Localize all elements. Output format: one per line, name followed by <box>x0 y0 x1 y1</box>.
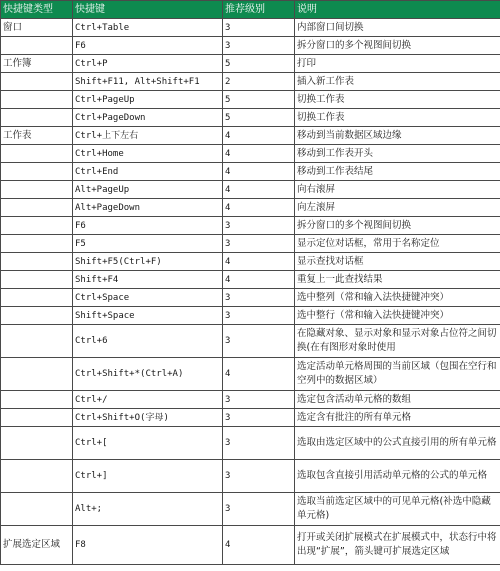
type-cell <box>1 37 73 55</box>
type-cell <box>1 235 73 253</box>
type-cell <box>1 181 73 199</box>
type-cell <box>1 73 73 91</box>
type-cell <box>1 163 73 181</box>
table-row <box>1 235 500 253</box>
level-cell: 5 <box>223 55 295 73</box>
table-row <box>1 199 500 217</box>
type-cell: 工作表 <box>1 127 73 145</box>
description-cell: 选定活动单元格周围的当前区域（包围在空行和空列中的数据区域） <box>295 358 500 391</box>
description-cell: 向左滚屏 <box>295 199 500 217</box>
description-cell: 拆分窗口的多个视图间切换 <box>295 37 500 55</box>
shortcut-cell: Ctrl+Shift+*(Ctrl+A) <box>73 358 223 391</box>
table-row <box>1 37 500 55</box>
level-cell: 3 <box>223 427 295 460</box>
table-row <box>1 409 500 427</box>
table-row <box>1 55 500 73</box>
type-cell <box>1 409 73 427</box>
shortcut-cell: Shift+F4 <box>73 271 223 289</box>
table-row <box>1 289 500 307</box>
type-cell <box>1 460 73 493</box>
table-row <box>1 181 500 199</box>
level-cell: 4 <box>223 181 295 199</box>
type-cell <box>1 325 73 358</box>
type-cell <box>1 307 73 325</box>
type-cell <box>1 358 73 391</box>
level-cell: 5 <box>223 91 295 109</box>
shortcut-cell: Shift+Space <box>73 307 223 325</box>
table-row <box>1 109 500 127</box>
table-row <box>1 127 500 145</box>
description-cell: 移动到当前数据区域边缘 <box>295 127 500 145</box>
type-cell <box>1 493 73 526</box>
type-cell: 工作簿 <box>1 55 73 73</box>
shortcut-cell: Alt+; <box>73 493 223 526</box>
table-row <box>1 73 500 91</box>
type-cell <box>1 391 73 409</box>
description-cell: 选中整行（常和输入法快捷键冲突） <box>295 307 500 325</box>
level-cell: 3 <box>223 493 295 526</box>
level-cell: 3 <box>223 19 295 37</box>
description-cell: 显示查找对话框 <box>295 253 500 271</box>
header-description: 说明 <box>295 1 500 19</box>
level-cell: 3 <box>223 217 295 235</box>
shortcut-cell: F8 <box>73 526 223 565</box>
level-cell: 3 <box>223 409 295 427</box>
shortcut-cell: Ctrl+P <box>73 55 223 73</box>
type-cell <box>1 217 73 235</box>
table-row <box>1 145 500 163</box>
level-cell: 3 <box>223 325 295 358</box>
level-cell: 4 <box>223 526 295 565</box>
type-cell: 扩展选定区域 <box>1 526 73 565</box>
shortcut-cell: Ctrl+/ <box>73 391 223 409</box>
level-cell: 2 <box>223 73 295 91</box>
type-cell <box>1 271 73 289</box>
table-row <box>1 460 500 493</box>
table-row <box>1 163 500 181</box>
shortcut-cell: Ctrl+PageDown <box>73 109 223 127</box>
description-cell: 移动到工作表开头 <box>295 145 500 163</box>
shortcut-cell: Ctrl+] <box>73 460 223 493</box>
level-cell: 3 <box>223 37 295 55</box>
shortcut-cell: Ctrl+Shift+O(字母) <box>73 409 223 427</box>
shortcut-cell: Alt+PageDown <box>73 199 223 217</box>
table-row <box>1 427 500 460</box>
shortcut-cell: Ctrl+[ <box>73 427 223 460</box>
shortcut-cell: F6 <box>73 217 223 235</box>
shortcut-cell: Ctrl+6 <box>73 325 223 358</box>
table-row <box>1 325 500 358</box>
level-cell: 5 <box>223 109 295 127</box>
table-row <box>1 391 500 409</box>
type-cell <box>1 199 73 217</box>
description-cell: 打开或关闭扩展模式在扩展模式中，状态行中将出现“扩展”，箭头键可扩展选定区域 <box>295 526 500 565</box>
type-cell <box>1 145 73 163</box>
shortcut-cell: Shift+F5(Ctrl+F) <box>73 253 223 271</box>
table-row <box>1 91 500 109</box>
shortcut-cell: Ctrl+Home <box>73 145 223 163</box>
level-cell: 3 <box>223 307 295 325</box>
description-cell: 切换工作表 <box>295 91 500 109</box>
description-cell: 在隐藏对象、显示对象和显示对象占位符之间切换(在有图形对象时使用 <box>295 325 500 358</box>
description-cell: 选取包含直接引用活动单元格的公式的单元格 <box>295 460 500 493</box>
level-cell: 3 <box>223 391 295 409</box>
level-cell: 4 <box>223 271 295 289</box>
header-row <box>1 1 500 19</box>
header-shortcut: 快捷键 <box>73 1 223 19</box>
level-cell: 4 <box>223 199 295 217</box>
shortcut-cell: Ctrl+Space <box>73 289 223 307</box>
description-cell: 选定包含活动单元格的数组 <box>295 391 500 409</box>
shortcut-cell: Ctrl+End <box>73 163 223 181</box>
table-row <box>1 271 500 289</box>
shortcut-cell: Ctrl+上下左右 <box>73 127 223 145</box>
type-cell <box>1 289 73 307</box>
shortcut-cell: Alt+PageUp <box>73 181 223 199</box>
description-cell: 显示定位对话框，常用于名称定位 <box>295 235 500 253</box>
table-row <box>1 19 500 37</box>
level-cell: 4 <box>223 358 295 391</box>
type-cell <box>1 109 73 127</box>
description-cell: 选定含有批注的所有单元格 <box>295 409 500 427</box>
description-cell: 向右滚屏 <box>295 181 500 199</box>
description-cell: 选取当前选定区域中的可见单元格(补选中隐藏单元格) <box>295 493 500 526</box>
shortcut-cell: Ctrl+PageUp <box>73 91 223 109</box>
type-cell <box>1 253 73 271</box>
table-row <box>1 217 500 235</box>
level-cell: 3 <box>223 460 295 493</box>
description-cell: 选中整列（常和输入法快捷键冲突） <box>295 289 500 307</box>
description-cell: 选取由选定区域中的公式直接引用的所有单元格 <box>295 427 500 460</box>
description-cell: 插入新工作表 <box>295 73 500 91</box>
table-row <box>1 526 500 565</box>
level-cell: 3 <box>223 289 295 307</box>
shortcut-cell: F6 <box>73 37 223 55</box>
table-row <box>1 307 500 325</box>
description-cell: 切换工作表 <box>295 109 500 127</box>
description-cell: 内部窗口间切换 <box>295 19 500 37</box>
table-row <box>1 253 500 271</box>
description-cell: 重复上一此查找结果 <box>295 271 500 289</box>
shortcut-cell: F5 <box>73 235 223 253</box>
table-row <box>1 493 500 526</box>
description-cell: 移动到工作表结尾 <box>295 163 500 181</box>
shortcut-cell: Shift+F11, Alt+Shift+F1 <box>73 73 223 91</box>
header-level: 推荐级别 <box>223 1 295 19</box>
level-cell: 4 <box>223 127 295 145</box>
table-row <box>1 358 500 391</box>
description-cell: 打印 <box>295 55 500 73</box>
level-cell: 4 <box>223 163 295 181</box>
type-cell <box>1 427 73 460</box>
level-cell: 4 <box>223 253 295 271</box>
type-cell: 窗口 <box>1 19 73 37</box>
type-cell <box>1 91 73 109</box>
level-cell: 4 <box>223 145 295 163</box>
header-type: 快捷键类型 <box>1 1 73 19</box>
level-cell: 3 <box>223 235 295 253</box>
description-cell: 拆分窗口的多个视图间切换 <box>295 217 500 235</box>
shortcut-cell: Ctrl+Table <box>73 19 223 37</box>
